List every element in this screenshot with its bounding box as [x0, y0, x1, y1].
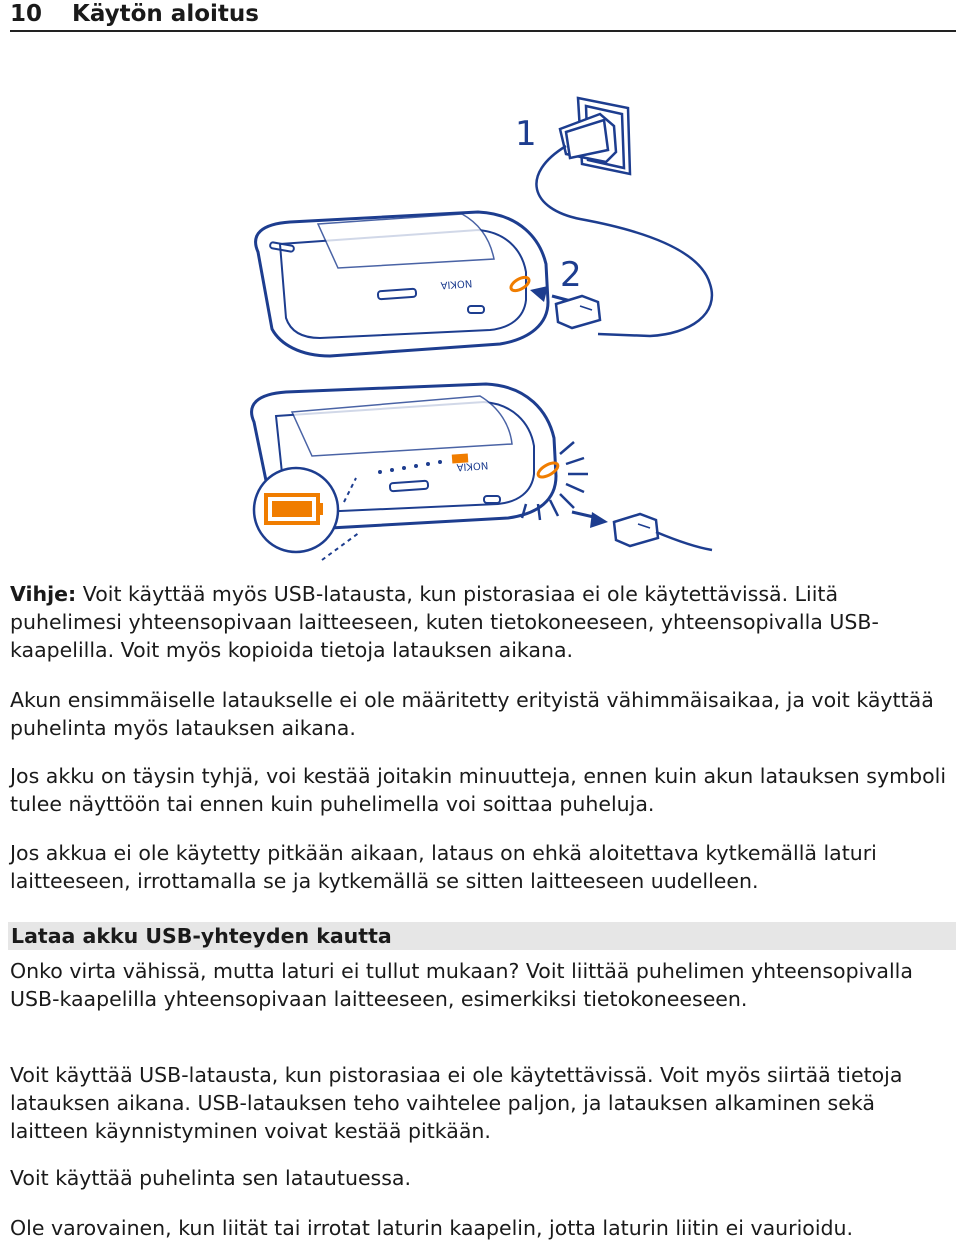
arrow-right-icon	[572, 512, 608, 528]
charger-plug-icon	[560, 114, 616, 162]
page-number: 10	[10, 1, 43, 27]
paragraph-first-charge: Akun ensimmäiselle lataukselle ei ole määritetty erityistä vähimmäisaikaa, ja voit käyttää puhelinta myös latauksen aikana.	[10, 688, 934, 740]
paragraph-empty-battery: Jos akku on täysin tyhjä, voi kestää joitakin minuutteja, ennen kuin akun latauksen symboli tulee näyttöön tai ennen kuin puhelimella voi soittaa puheluja.	[10, 764, 947, 816]
paragraph-usb-intro: Onko virta vähissä, mutta laturi ei tullut mukaan? Voit liittää puhelimen yhteensopivalla USB-kaapelilla yhteensopivaan laitteeseen, esimerkiksi tietokoneeseen.	[10, 959, 913, 1011]
phone-charging-top	[256, 212, 548, 356]
tip-text: Voit käyttää myös USB-latausta, kun pistorasiaa ei ole käytettävissä. Liitä puhelimesi yhteensopivaan laitteeseen, kuten tietokoneeseen, yhteensopivalla USB-kaapelilla. Voit myös kopioida tietoja latauksen aikana.	[10, 582, 879, 662]
page-header	[10, 0, 956, 32]
usb-connector-icon	[556, 296, 600, 328]
paragraph-usb-caution: Ole varovainen, kun liität tai irrotat laturin kaapelin, jotta laturin liitin ei vaurioidu.	[10, 1216, 854, 1240]
brand-label-top: NOKIA	[440, 277, 473, 291]
paragraph-unused-battery: Jos akkua ei ole käytetty pitkään aikaan, lataus on ehkä aloitettava kytkemällä laturi laitteeseen, irrottamalla se ja kytkemällä se sitten laitteeseen uudelleen.	[10, 841, 877, 893]
section-heading-text: Lataa akku USB-yhteyden kautta	[11, 924, 392, 948]
brand-label-bottom: NOKIA	[456, 459, 489, 473]
section-heading	[8, 922, 956, 950]
step-1-label: 1	[515, 114, 537, 154]
tip-label: Vihje:	[10, 582, 77, 606]
paragraph-usb-use-while-charging: Voit käyttää puhelinta sen latautuessa.	[10, 1166, 411, 1190]
step-2-label: 2	[560, 255, 582, 295]
chapter-title: Käytön aloitus	[72, 1, 259, 27]
tip-paragraph	[10, 580, 956, 664]
paragraph-usb-details: Voit käyttää USB-latausta, kun pistorasiaa ei ole käytettävissä. Voit myös siirtää tietoja latauksen aikana. USB-latauksen teho vaihtelee paljon, ja latauksen alkaminen sekä laitteen käynnistyminen voivat kestää pitkään.	[10, 1063, 903, 1143]
charging-illustration	[0, 34, 960, 574]
usb-connector-bottom-icon	[614, 514, 712, 550]
